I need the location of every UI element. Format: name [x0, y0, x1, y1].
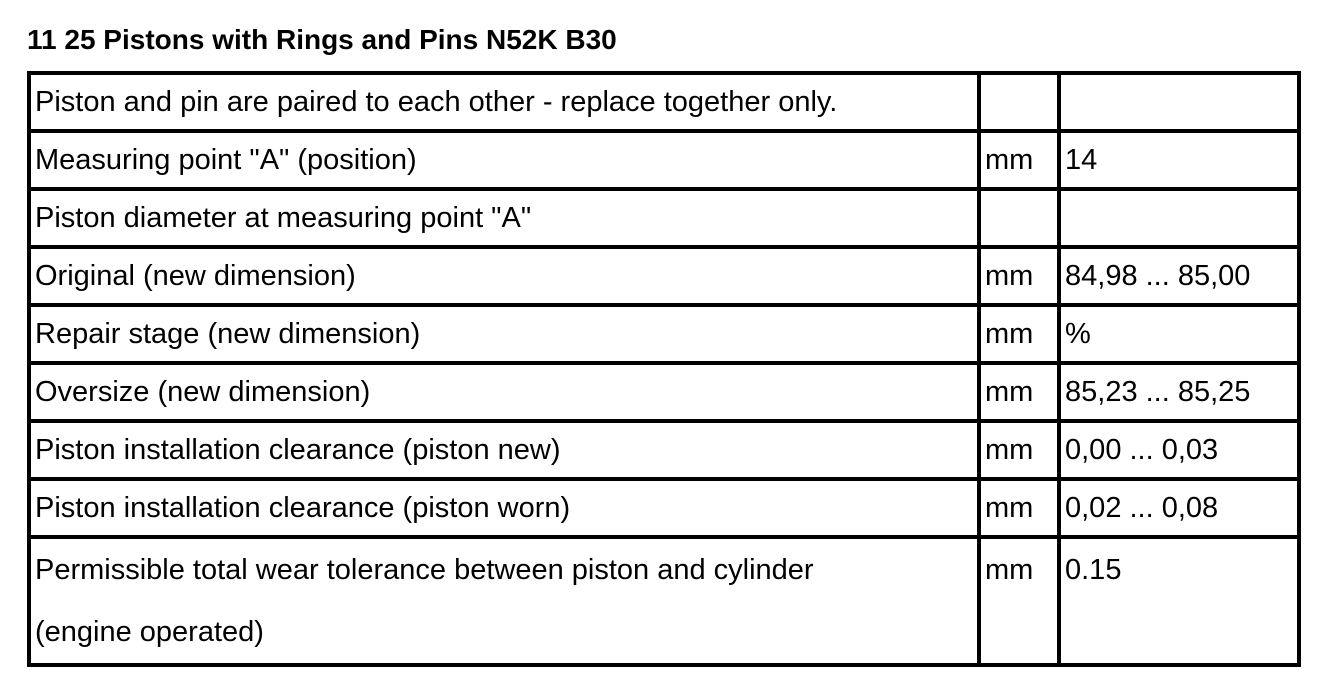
row-unit: mm: [979, 421, 1059, 479]
row-unit: mm: [979, 363, 1059, 421]
row-description: Repair stage (new dimension): [29, 305, 979, 363]
row-unit: mm: [979, 131, 1059, 189]
row-description: Piston and pin are paired to each other - replace together only.: [29, 73, 979, 131]
row-description-line-1: Permissible total wear tolerance between piston and cylinder: [35, 554, 814, 586]
row-description: Original (new dimension): [29, 247, 979, 305]
row-unit: mm: [979, 247, 1059, 305]
specification-table: [27, 71, 1301, 667]
table-row: [29, 189, 1299, 247]
table-row: [29, 479, 1299, 537]
table-row: [29, 131, 1299, 189]
row-value: 0,02 ... 0,08: [1059, 479, 1299, 537]
row-unit: [979, 189, 1059, 247]
row-value: %: [1059, 305, 1299, 363]
row-description: [29, 537, 979, 665]
row-unit: mm: [979, 479, 1059, 537]
row-unit: [979, 73, 1059, 131]
table-row: [29, 73, 1299, 131]
row-description: Piston diameter at measuring point "A": [29, 189, 979, 247]
row-value: [1059, 189, 1299, 247]
row-description-line-2: (engine operated): [35, 616, 264, 648]
table-row: [29, 363, 1299, 421]
row-value: 0,00 ... 0,03: [1059, 421, 1299, 479]
row-value: 85,23 ... 85,25: [1059, 363, 1299, 421]
row-unit: mm: [979, 537, 1059, 665]
row-description: Piston installation clearance (piston new): [29, 421, 979, 479]
row-value: 84,98 ... 85,00: [1059, 247, 1299, 305]
row-description: Piston installation clearance (piston worn): [29, 479, 979, 537]
table-row: [29, 305, 1299, 363]
row-value: [1059, 73, 1299, 131]
table-row: [29, 537, 1299, 665]
table-row: [29, 421, 1299, 479]
row-description: Oversize (new dimension): [29, 363, 979, 421]
page-title: 11 25 Pistons with Rings and Pins N52K B30: [27, 24, 617, 55]
row-value: 14: [1059, 131, 1299, 189]
row-description: Measuring point "A" (position): [29, 131, 979, 189]
row-value: 0.15: [1059, 537, 1299, 665]
table-row: [29, 247, 1299, 305]
row-unit: mm: [979, 305, 1059, 363]
